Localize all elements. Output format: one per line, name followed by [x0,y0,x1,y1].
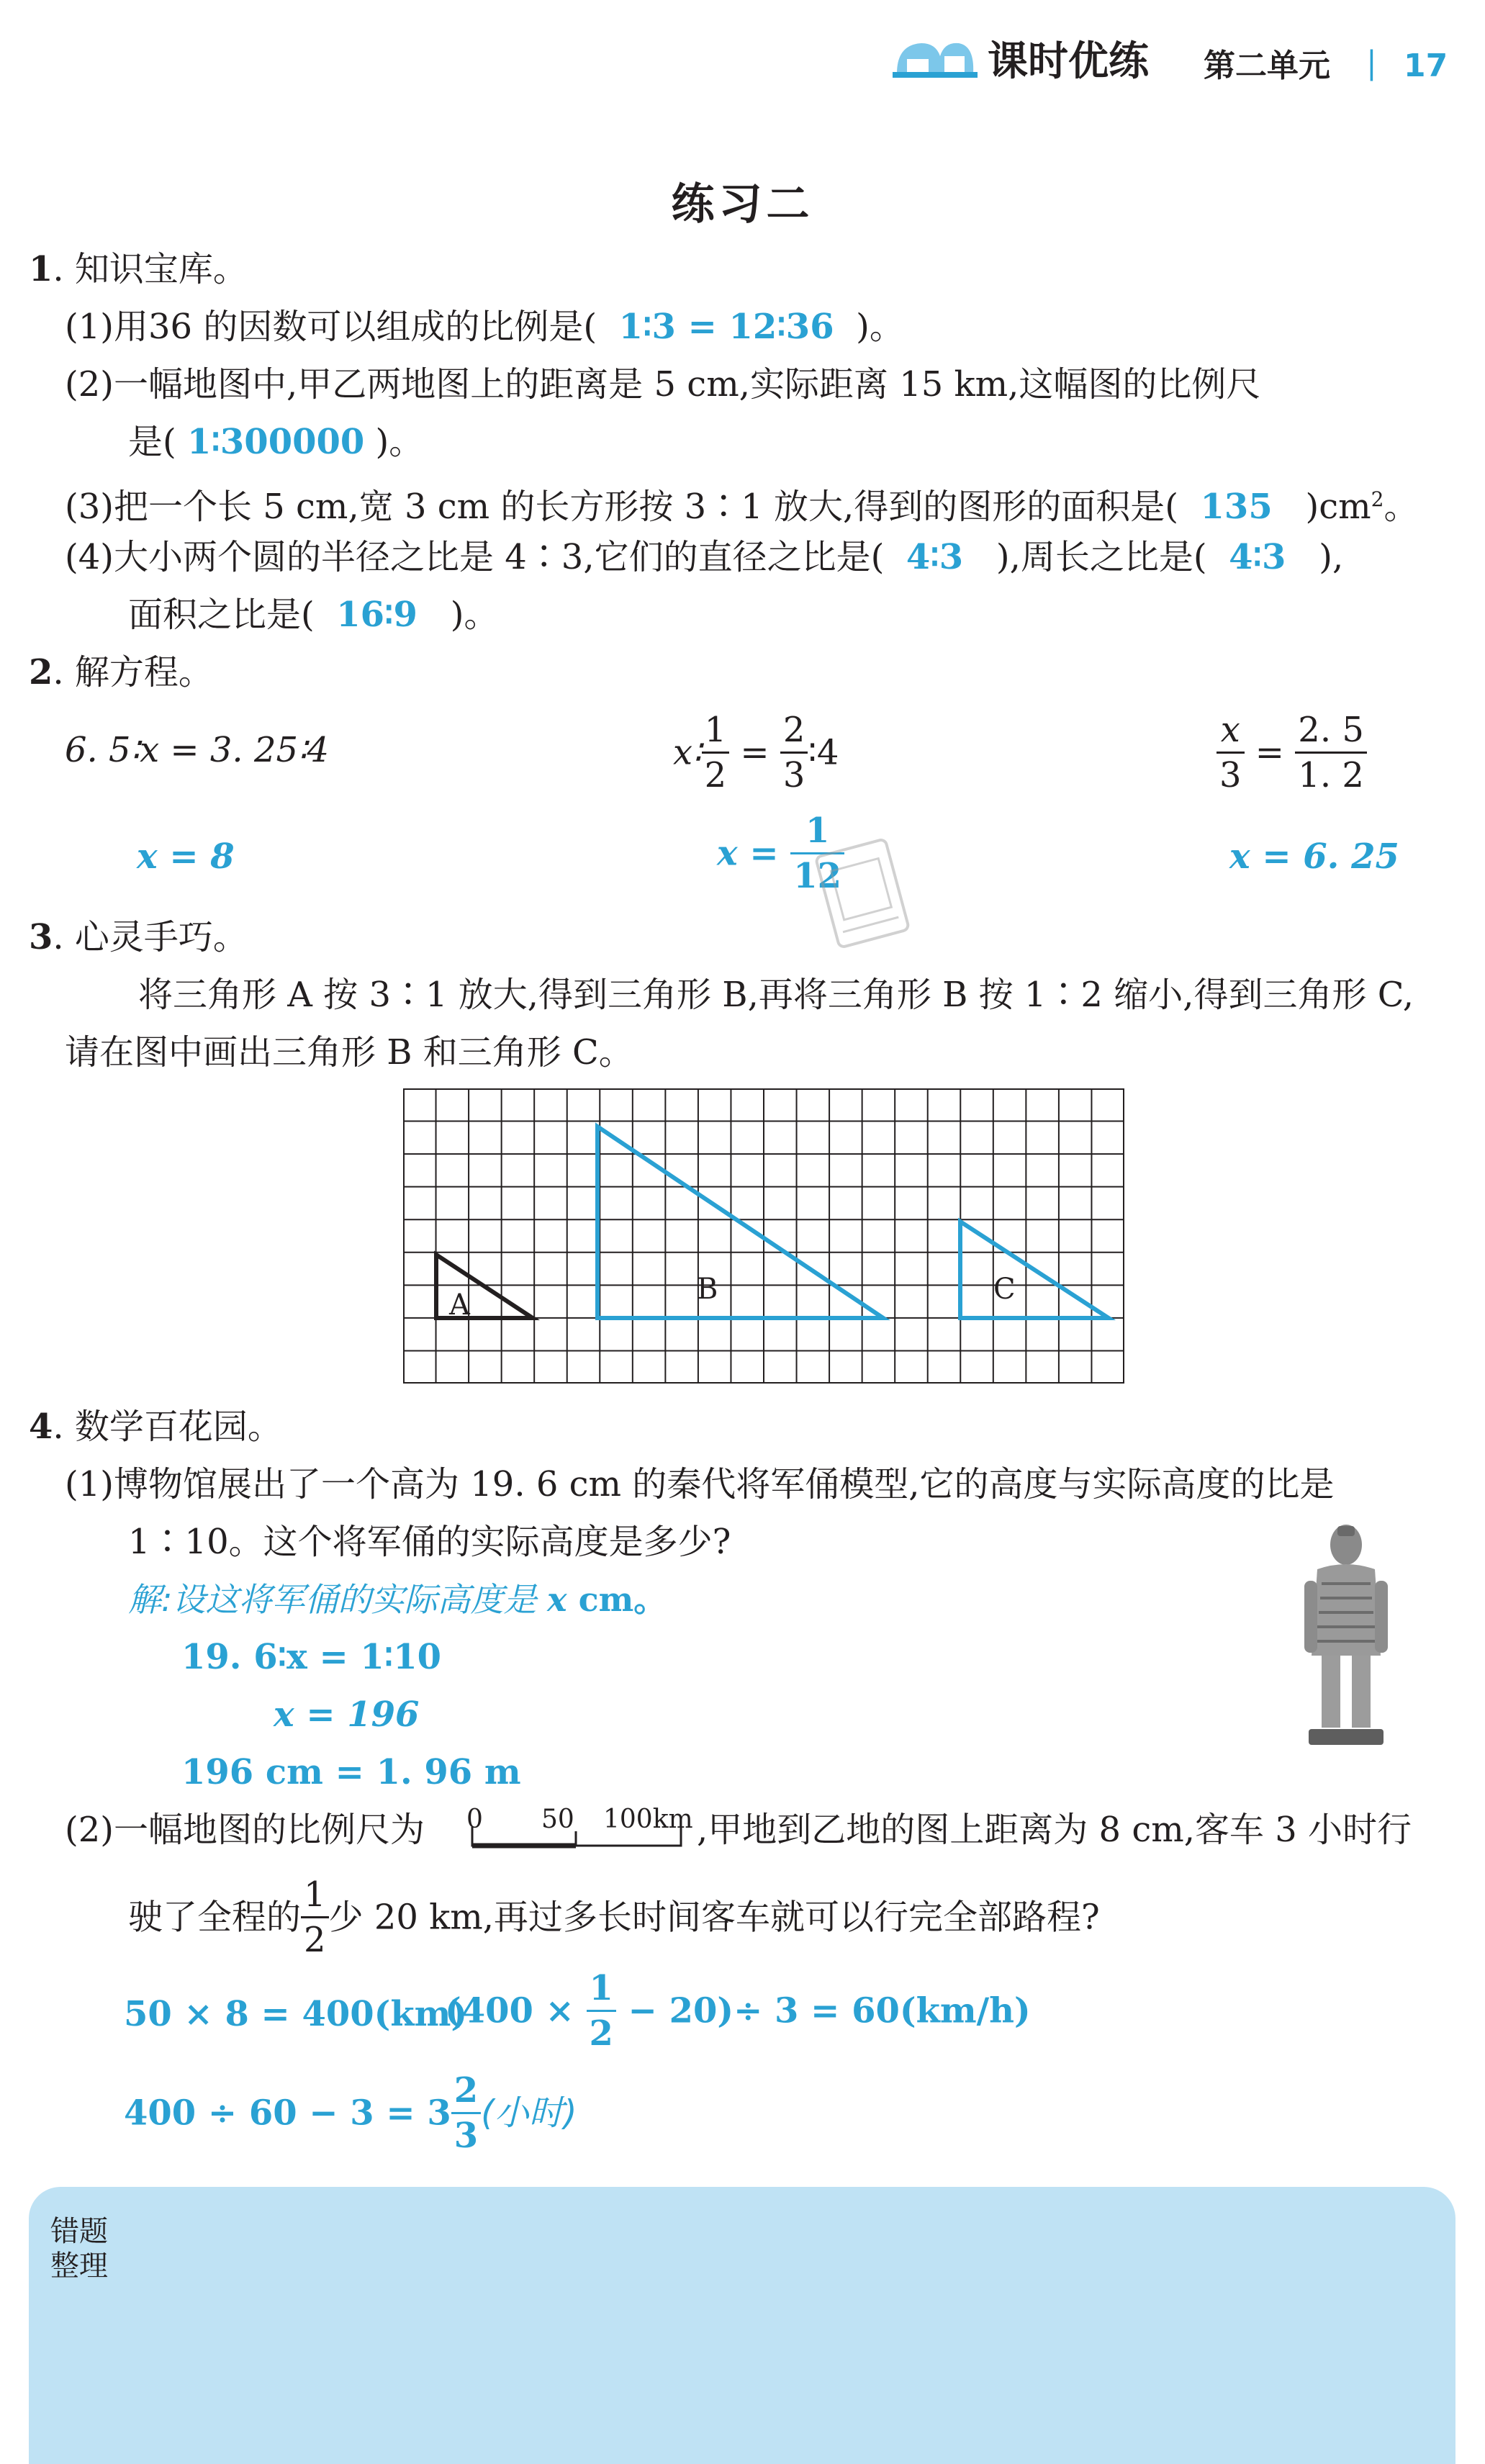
scale-label-50: 50 [541,1805,574,1834]
q4-sol-intro-b: cm。 [567,1580,667,1619]
q2-eq2-num2: 2 [780,713,808,754]
q3-title [29,916,248,959]
q1-p3 [65,478,1418,528]
q1-p3-suffix: )cm [1305,487,1371,527]
scale-label-0: 0 [466,1805,483,1834]
q1-p4-suffix: ), [1319,537,1344,577]
q1-p1 [65,305,904,348]
q2-eq1: 6. 5∶x = 3. 25∶4 [65,730,330,770]
q4-work1b [445,1968,1031,2054]
q3-line2: 请在图中画出三角形 B 和三角形 C。 [65,1032,633,1073]
q4-work2-num: 2 [451,2073,481,2114]
q4-work1b-num: 1 [587,1971,616,2012]
terracotta-warrior-image [1296,1519,1396,1756]
q2-ans3: x = 6. 25 [1229,836,1399,877]
q4-sol2: x = 196 [274,1694,420,1735]
q2-eq2-x: x∶ [673,732,702,773]
grid-svg [403,1088,1124,1384]
q2-eq2 [673,710,839,795]
q2-ans2-lhs: x = [717,833,791,874]
q4-p1-line2: 1∶10。这个将军俑的实际高度是多少? [128,1522,731,1562]
q2-eq2-num1: 1 [702,713,730,754]
q1-p4-answer2: 4∶3 [1229,537,1286,577]
q4-p2-line2-suffix: 少 20 km,再过多长时间客车就可以行完全部路程? [328,1897,1100,1938]
q4-work2 [124,2070,577,2156]
triangle-b [597,1127,883,1318]
q4-p2-prefix: (2)一幅地图的比例尺为 [65,1810,425,1850]
q1-p2-suffix: )。 [375,422,424,462]
q2-eq2-tail: ∶4 [808,732,839,773]
q2-eq3-eq: = [1244,732,1296,773]
q2-eq3-num2: 2. 5 [1295,713,1367,754]
q1-p3-sup: 2 [1371,487,1384,511]
q4-work2-den: 3 [453,2116,479,2156]
q1-p2-answer: 1∶300000 [187,422,365,462]
label-c: C [993,1273,1016,1306]
q1-p4-line2-prefix: 面积之比是( [128,595,315,635]
q2-ans2-num: 1 [790,813,844,854]
q1-p4-prefix: (4)大小两个圆的半径之比是 4∶3,它们的直径之比是( [65,537,885,577]
q2-eq3-den1: 3 [1219,755,1242,795]
q4-work1b-den: 2 [589,2013,613,2054]
q2-eq3-den2: 1. 2 [1298,755,1364,795]
q4-p2-line2 [128,1874,1100,1960]
q4-p2-line2-prefix: 驶了全程的 [128,1897,302,1938]
q4-sol1: 19. 6∶x = 1∶10 [181,1637,442,1677]
error-box-label-1: 错题 [50,2215,108,2248]
q1-title [29,248,248,291]
q1-p2-prefix: 是( [128,422,176,462]
triangle-c [960,1222,1109,1318]
q4-sol-intro-a: 解:设这将军俑的实际高度是 [128,1580,548,1619]
q3-title-text: . 心灵手巧。 [53,917,248,957]
q1-p1-prefix: (1)用36 的因数可以组成的比例是( [65,307,597,347]
q2-num: 2 [29,652,53,692]
q3-line1: 将三角形 A 按 3∶1 放大,得到三角形 B,再将三角形 B 按 1∶2 缩小,得到三角形 C, [138,975,1414,1015]
q4-work1a: 50 × 8 = 400(km) [124,1994,468,2034]
q2-eq2-den1: 2 [704,755,727,795]
error-box-label-2: 整理 [50,2249,108,2283]
q1-p1-suffix: )。 [856,307,904,347]
q1-title-text: . 知识宝库。 [53,249,248,289]
q2-ans2-den: 12 [793,856,842,896]
error-review-box [29,2187,1455,2464]
q4-work2-suffix: (小时) [481,2093,577,2134]
q4-sol-intro [128,1578,667,1621]
q2-eq3 [1217,710,1367,795]
q1-p2-line1: (2)一幅地图中,甲乙两地图上的距离是 5 cm,实际距离 15 km,这幅图的比例尺 [65,364,1261,405]
q1-num: 1 [29,249,53,289]
q1-p4-answer1: 4∶3 [906,537,964,577]
q1-p4-answer3: 16∶9 [336,595,417,635]
q1-p2-line2 [128,420,423,464]
q4-sol-intro-x: x [547,1580,567,1619]
q4-work1b-suffix: − 20)÷ 3 = 60(km/h) [615,1990,1031,2031]
label-b: B [697,1273,718,1306]
q4-work2-prefix: 400 ÷ 60 − 3 = 3 [124,2093,451,2134]
header-brand: 课时优练 [988,38,1149,85]
q2-eq3-num1: x [1217,713,1245,754]
q1-p4-mid: ),周长之比是( [996,537,1207,577]
q4-title-text: . 数学百花园。 [53,1407,282,1447]
q4-p1-line1: (1)博物馆展出了一个高为 19. 6 cm 的秦代将军俑模型,它的高度与实际高度的比是 [65,1464,1335,1504]
q4-work1b-prefix: (400 × [445,1990,587,2031]
q1-p3-answer: 135 [1200,487,1273,527]
page-title: 练习二 [671,179,814,230]
q1-p3-end: 。 [1384,487,1419,527]
header-separator: | [1366,45,1377,81]
watermark-stamp-icon [812,832,913,955]
q4-sol3: 196 cm = 1. 96 m [181,1752,521,1792]
q1-p4-line2 [128,593,498,636]
q4-p2-frac-num: 1 [301,1877,329,1918]
q1-p4-line1 [65,536,1343,579]
q2-title-text: . 解方程。 [53,652,213,692]
q2-title [29,651,213,694]
q3-num: 3 [29,917,53,957]
q4-p2-frac-den: 2 [304,1920,326,1960]
q2-eq2-den2: 3 [782,755,805,795]
q4-title [29,1405,282,1448]
q4-num: 4 [29,1407,53,1447]
header-unit: 第二单元 [1204,48,1330,84]
q1-p3-prefix: (3)把一个长 5 cm,宽 3 cm 的长方形按 3∶1 放大,得到的图形的面积是( [65,487,1178,527]
label-a: A [449,1289,470,1322]
scale-label-100: 100km [603,1805,693,1834]
header-logo [893,35,978,81]
q2-ans1: x = 8 [137,836,235,877]
q4-p2-suffix: ,甲地到乙地的图上距离为 8 cm,客车 3 小时行 [697,1810,1412,1850]
page-number: 17 [1404,48,1448,84]
q2-eq2-eq: = [729,732,780,773]
q1-p1-answer: 1∶3 = 12∶36 [618,307,834,347]
grid-figure [403,1088,1124,1384]
q1-p4-line2-suffix: )。 [450,595,499,635]
